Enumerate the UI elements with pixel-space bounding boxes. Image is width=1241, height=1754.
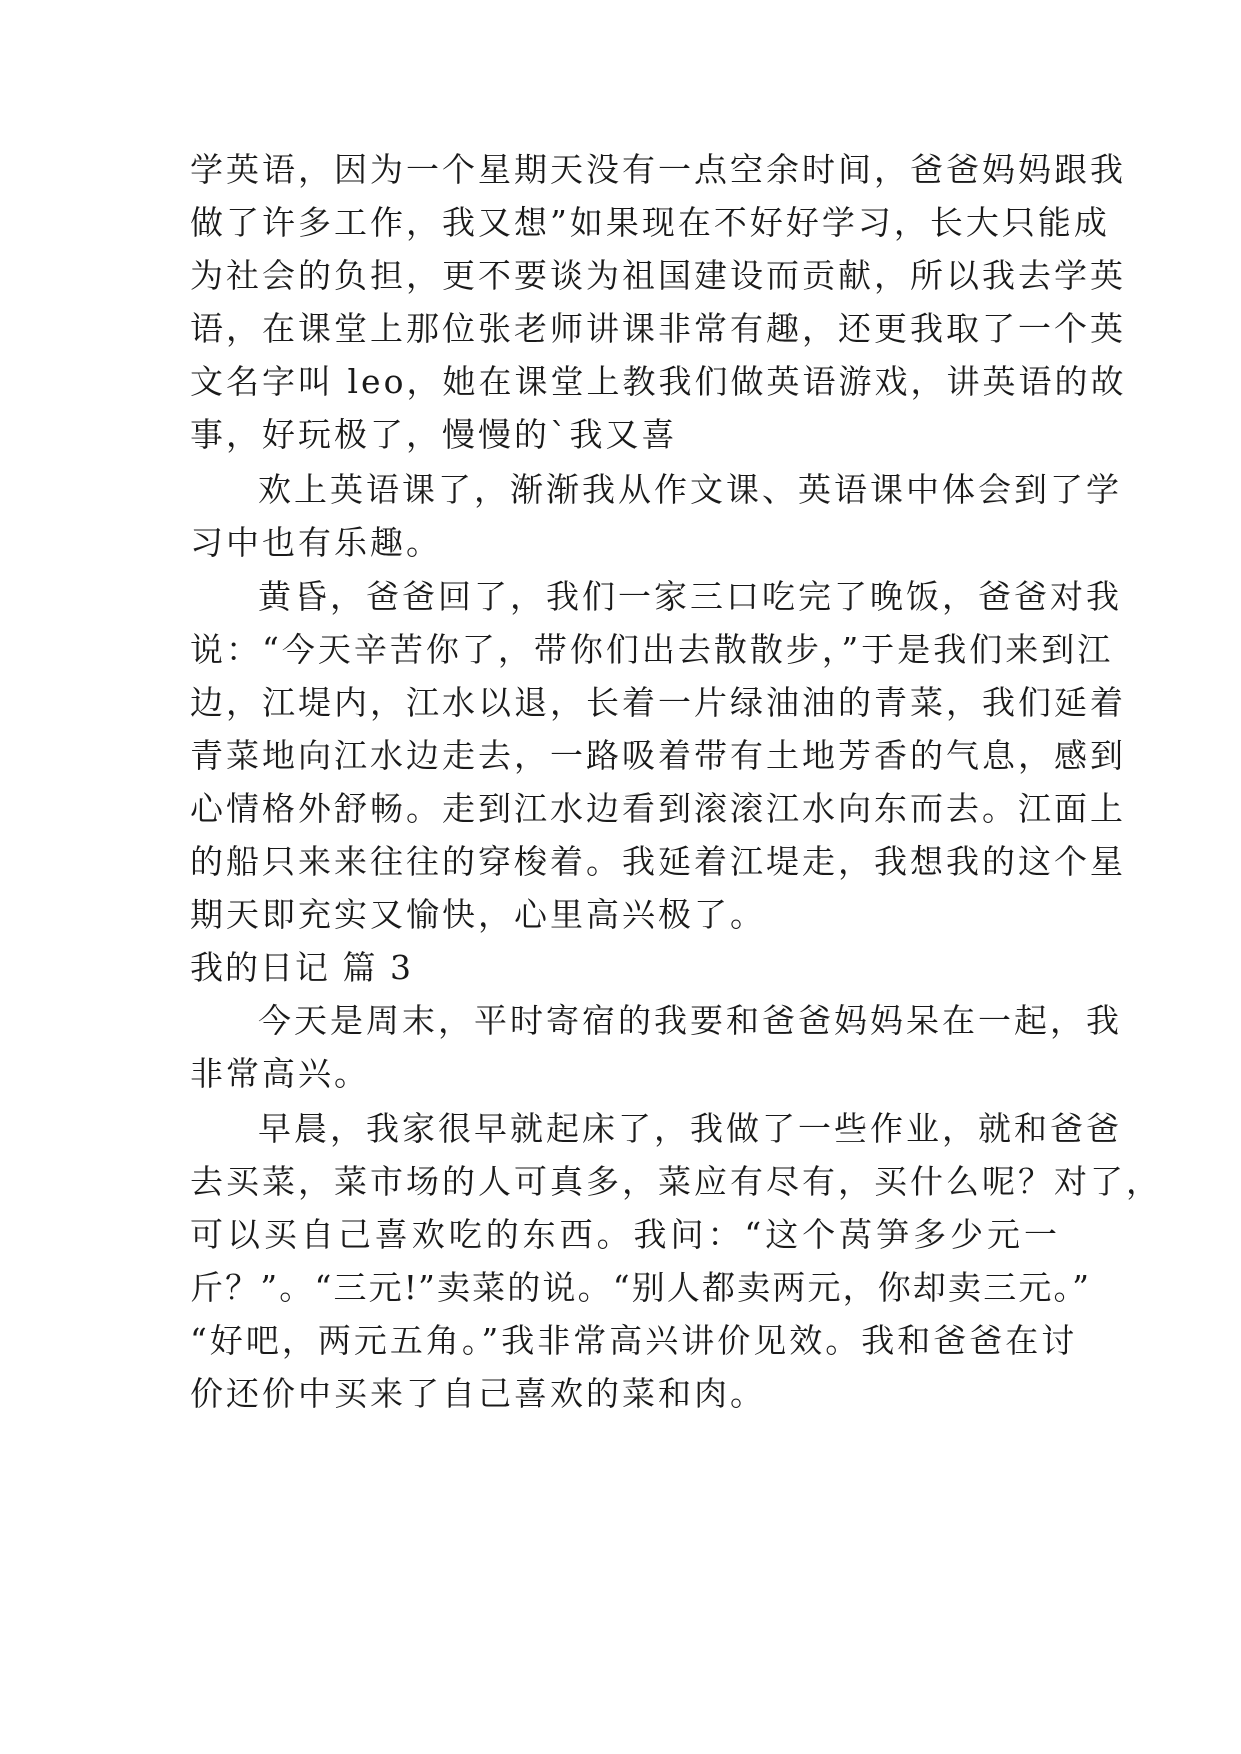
text-line: 欢上英语课了，渐渐我从作文课、英语课中体会到了学 [258, 470, 1122, 509]
text-line: 早晨，我家很早就起床了，我做了一些作业，就和爸爸 [258, 1109, 1122, 1148]
text-line: 去买菜，菜市场的人可真多，菜应有尽有，买什么呢？对了， [190, 1162, 1162, 1201]
text-line: 文名字叫 leo，她在课堂上教我们做英语游戏，讲英语的故 [190, 362, 1127, 401]
text-line: 事，好玩极了，慢慢的`我又喜 [190, 415, 678, 454]
text-line: 价还价中买来了自己喜欢的菜和肉。 [190, 1374, 766, 1413]
text-line: 期天即充实又愉快，心里高兴极了。 [190, 895, 766, 934]
text-line: 的船只来来往往的穿梭着。我延着江堤走，我想我的这个星 [190, 842, 1126, 881]
text-line: 边，江堤内，江水以退，长着一片绿油油的青菜，我们延着 [190, 683, 1126, 722]
text-line: 今天是周末，平时寄宿的我要和爸爸妈妈呆在一起，我 [258, 1001, 1122, 1040]
text-line: 青菜地向江水边走去，一路吸着带有土地芳香的气息，感到 [190, 736, 1126, 775]
text-line: 说：“今天辛苦你了，带你们出去散散步，”于是我们来到江 [190, 630, 1114, 669]
text-line: 可以买自己喜欢吃的东西。我问：“这个莴笋多少元一 [190, 1215, 1060, 1254]
text-line: 语，在课堂上那位张老师讲课非常有趣，还更我取了一个英 [190, 309, 1126, 348]
text-line: 学英语，因为一个星期天没有一点空余时间，爸爸妈妈跟我 [190, 150, 1126, 189]
text-line: 为社会的负担，更不要谈为祖国建设而贡献，所以我去学英 [190, 256, 1126, 295]
text-line: 做了许多工作，我又想”如果现在不好好学习，长大只能成 [190, 203, 1110, 242]
text-line: 黄昏，爸爸回了，我们一家三口吃完了晚饭，爸爸对我 [258, 577, 1122, 616]
text-line: 心情格外舒畅。走到江水边看到滚滚江水向东而去。江面上 [190, 789, 1126, 828]
section-heading: 我的日记 篇 3 [190, 948, 413, 987]
text-line: 非常高兴。 [190, 1054, 370, 1093]
text-line: “好吧，两元五角。”我非常高兴讲价见效。我和爸爸在讨 [190, 1321, 1078, 1360]
text-line: 斤？”。“三元!”卖菜的说。“别人都卖两元，你却卖三元。” [190, 1268, 1090, 1307]
text-line: 习中也有乐趣。 [190, 523, 442, 562]
